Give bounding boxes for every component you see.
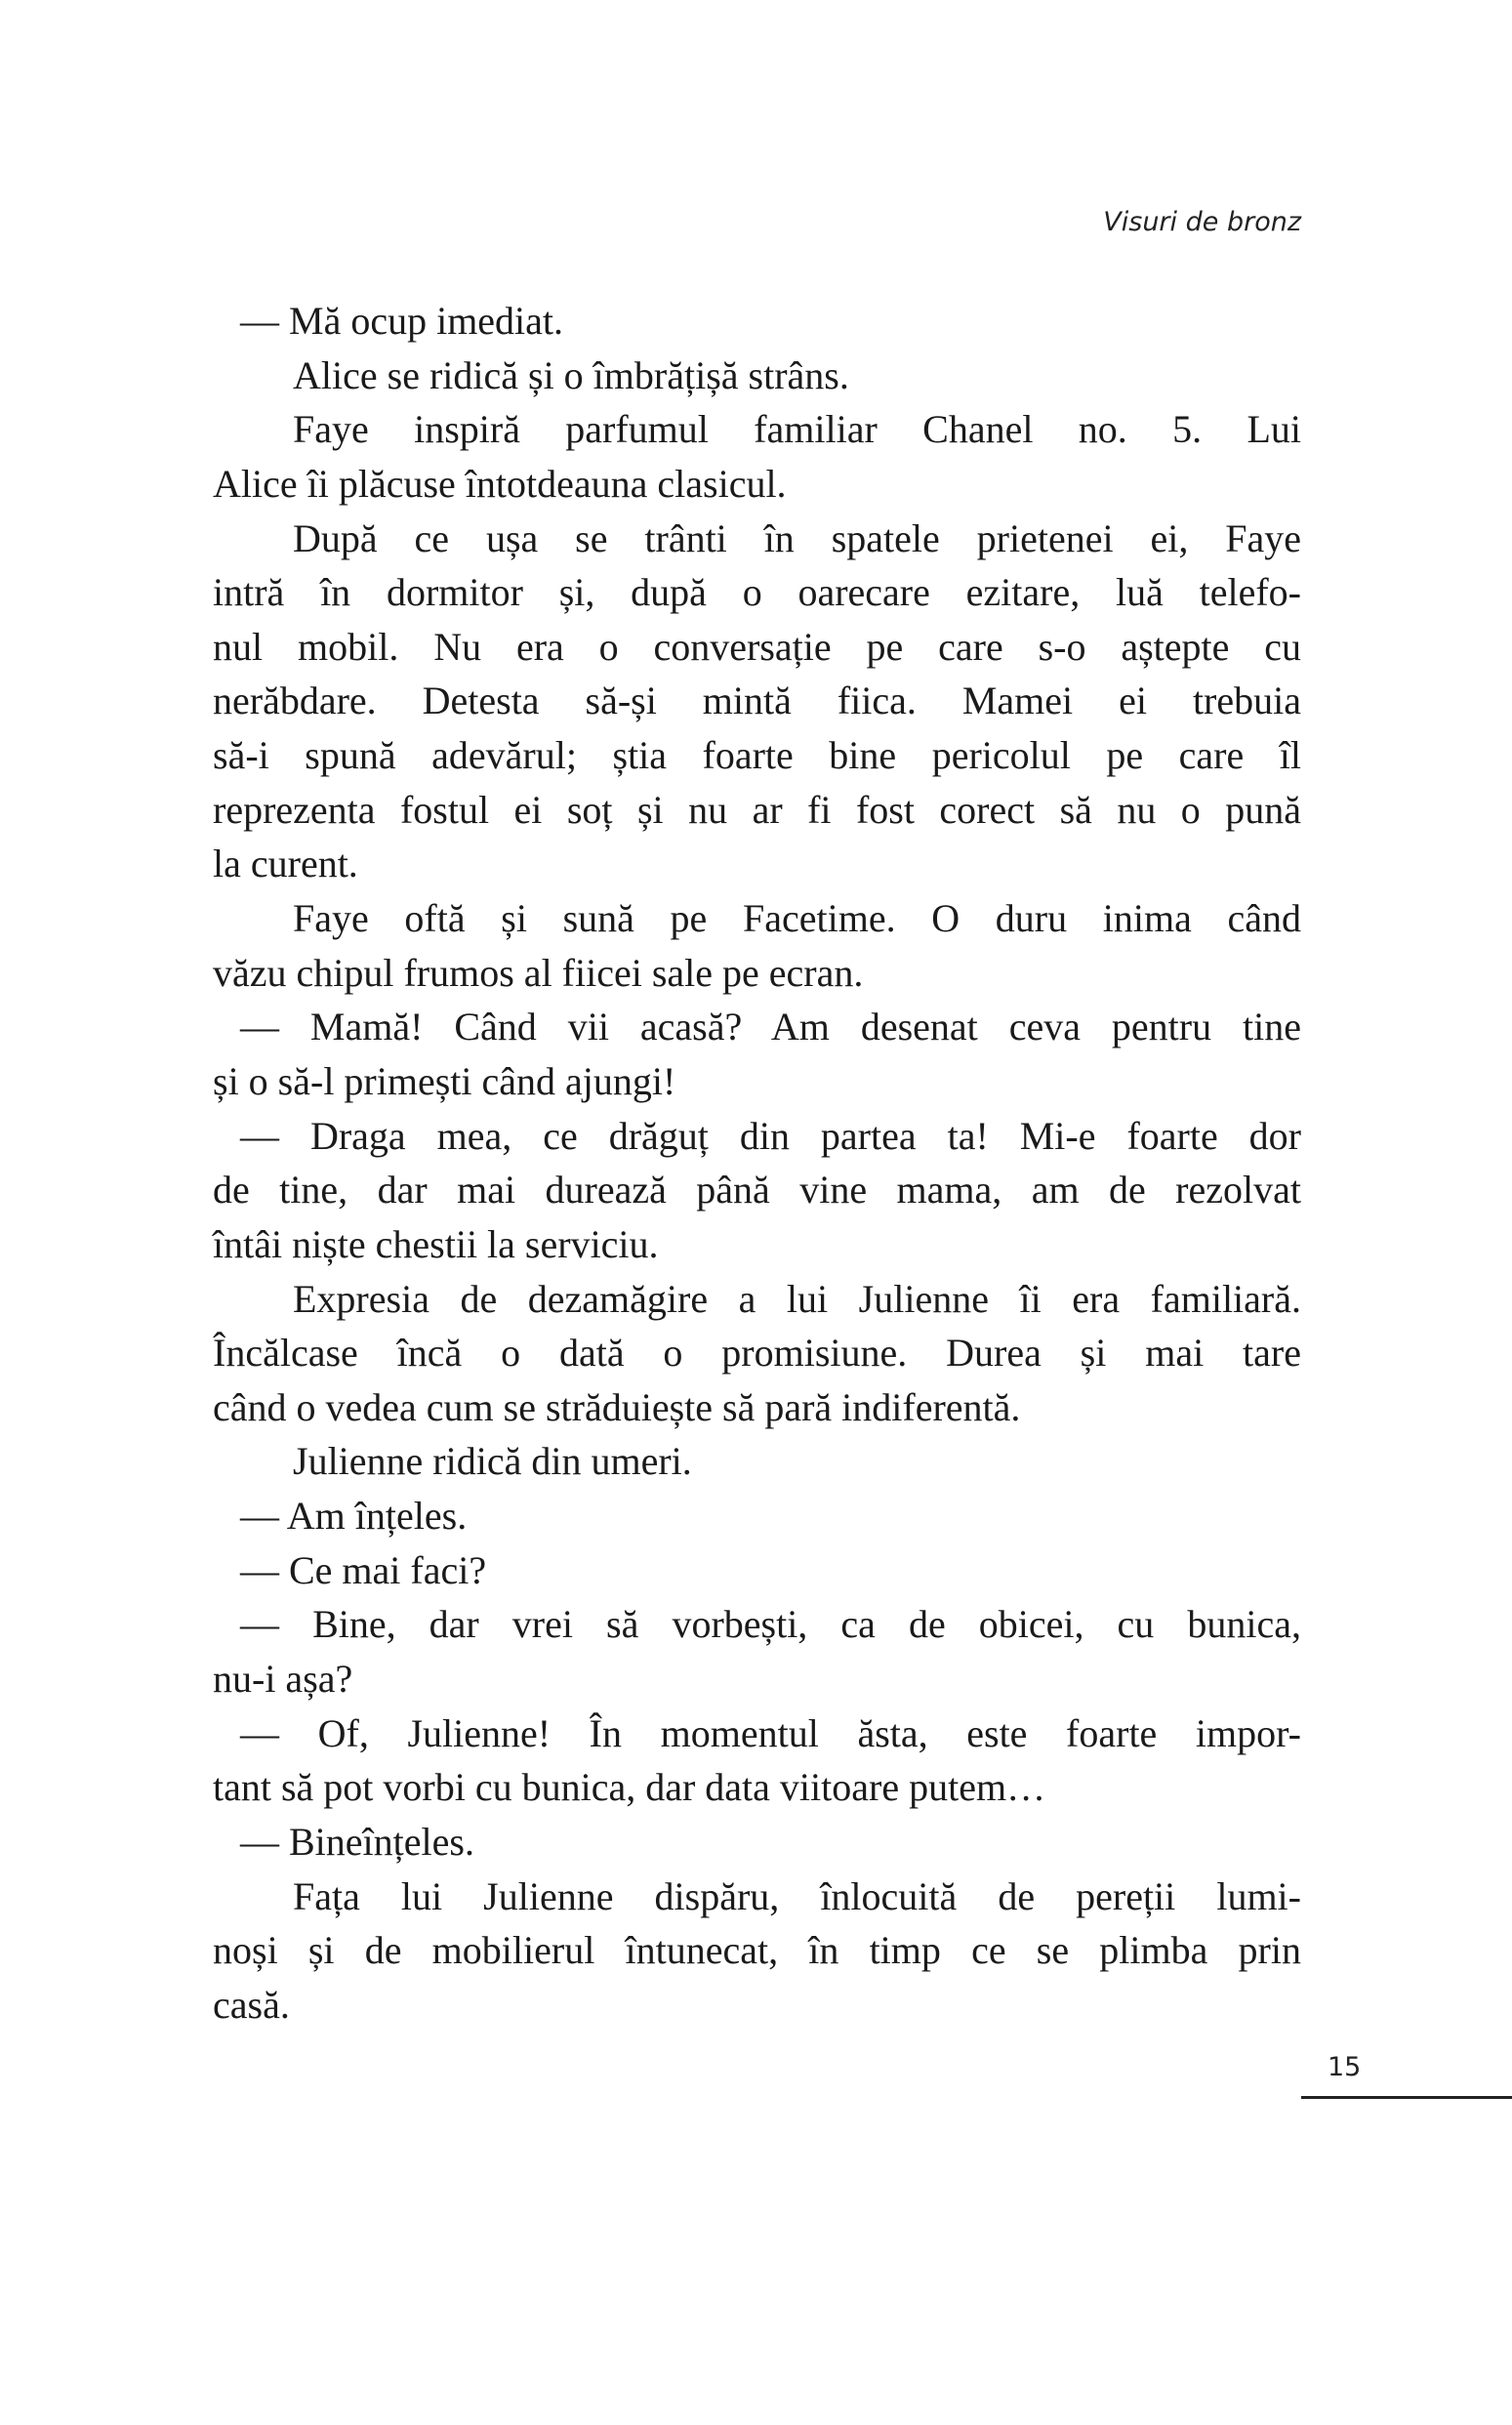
text-line: noși și de mobilierul întunecat, în timp ce se plimba prin [213, 1928, 1301, 1973]
text-line: reprezenta fostul ei soț și nu ar fi fost corect să nu o pună [213, 787, 1301, 832]
text-line: nu-i așa? [213, 1657, 353, 1702]
text-line: și o să-l primești când ajungi! [213, 1058, 676, 1103]
text-line: la curent. [213, 842, 358, 886]
text-line: — Of, Julienne! În momentul ăsta, este foarte impor- [240, 1710, 1301, 1755]
text-line: tant să pot vorbi cu bunica, dar data viitoare putem… [213, 1765, 1046, 1810]
text-line: Faye oftă și sună pe Facetime. O duru inima când [293, 896, 1301, 941]
text-line: de tine, dar mai durează până vine mama, am de rezolvat [213, 1168, 1301, 1212]
text-line: Faye inspiră parfumul familiar Chanel no. 5. Lui [293, 407, 1301, 452]
text-line: când o vedea cum se străduiește să pară indiferentă. [213, 1384, 1021, 1429]
text-line: — Am înțeles. [240, 1494, 468, 1539]
text-line: nerăbdare. Detesta să-și mintă fiica. Mamei ei trebuia [213, 678, 1301, 723]
text-line: casă. [213, 1982, 290, 2027]
body-text [213, 294, 1301, 2033]
text-line: — Mamă! Când vii acasă? Am desenat ceva pentru tine [240, 1005, 1301, 1049]
text-line: Expresia de dezamăgire a lui Julienne îi era familiară. [293, 1276, 1301, 1321]
text-line: Julienne ridică din umeri. [293, 1439, 692, 1484]
text-line: Alice îi plăcuse întotdeauna clasicul. [213, 461, 787, 506]
text-line: Încălcase încă o dată o promisiune. Durea și mai tare [213, 1331, 1301, 1376]
text-line: văzu chipul frumos al fiicei sale pe ecran. [213, 950, 864, 995]
text-line: — Ce mai faci? [240, 1547, 487, 1592]
text-line: După ce ușa se trânti în spatele prietenei ei, Faye [293, 515, 1301, 560]
text-line: intră în dormitor și, după o oarecare ezitare, luă telefo- [213, 570, 1301, 615]
text-line: — Bineînțeles. [240, 1819, 474, 1864]
text-line: Alice se ridică și o îmbrățișă strâns. [293, 352, 849, 397]
text-line: întâi niște chestii la serviciu. [213, 1221, 659, 1266]
text-line: Fața lui Julienne dispăru, înlocuită de pereții lumi- [293, 1873, 1301, 1918]
text-line: — Bine, dar vrei să vorbești, ca de obicei, cu bunica, [240, 1602, 1301, 1647]
text-line: — Draga mea, ce drăguț din partea ta! Mi-e foarte dor [240, 1113, 1301, 1158]
text-line: — Mă ocup imediat. [240, 299, 564, 343]
footer-rule [1301, 2096, 1512, 2099]
page-number: 15 [1328, 2052, 1362, 2082]
running-header-title: Visuri de bronz [1103, 207, 1301, 237]
text-line: să-i spună adevărul; știa foarte bine pericolul pe care îl [213, 733, 1301, 778]
text-line: nul mobil. Nu era o conversație pe care s-o aștepte cu [213, 624, 1301, 669]
